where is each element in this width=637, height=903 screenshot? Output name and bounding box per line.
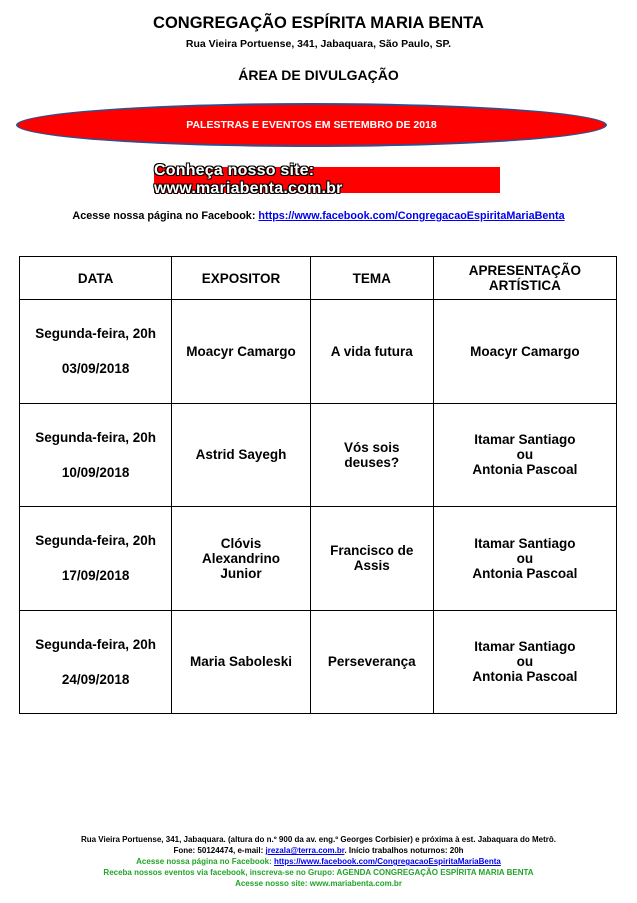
date-cell xyxy=(20,300,172,404)
theme-cell: Perseverança xyxy=(310,610,433,714)
day-text: Segunda-feira, 20h xyxy=(35,636,157,652)
date-text: 10/09/2018 xyxy=(61,464,130,480)
artist-cell xyxy=(433,403,616,507)
table-row xyxy=(20,610,617,714)
footer-phone: Fone: 50124474, e-mail: xyxy=(173,846,266,855)
website-promo xyxy=(154,162,500,197)
area-title: ÁREA DE DIVULGAÇÃO xyxy=(238,67,399,83)
artist-or: ou xyxy=(516,654,534,670)
footer-email-link[interactable]: jrezala@terra.com.br xyxy=(265,846,345,855)
artist-or: ou xyxy=(516,447,534,463)
header-tema: TEMA xyxy=(310,257,433,300)
header-apresentacao xyxy=(433,257,616,300)
artist-2: Antonia Pascoal xyxy=(472,565,578,581)
table-header-row xyxy=(20,257,617,300)
organization-title: CONGREGAÇÃO ESPÍRITA MARIA BENTA xyxy=(153,14,484,32)
day-text: Segunda-feira, 20h xyxy=(35,533,157,549)
website-promo-text: Conheça nosso site: www.mariabenta.com.br xyxy=(154,162,343,197)
date-text: 03/09/2018 xyxy=(61,361,130,377)
header-apresentacao-text: APRESENTAÇÃO ARTÍSTICA xyxy=(468,263,581,293)
speaker-cell: Maria Saboleski xyxy=(172,610,310,714)
events-banner xyxy=(16,103,607,147)
artist-cell xyxy=(433,610,616,714)
footer-group: Receba nossos eventos via facebook, inscreva-se no Grupo: AGENDA CONGREGAÇÃO ESPÍRITA MARIA BENTA xyxy=(103,868,534,877)
table-row xyxy=(20,300,617,404)
events-banner-text: PALESTRAS E EVENTOS EM SETEMBRO DE 2018 xyxy=(186,119,437,131)
organization-address: Rua Vieira Portuense, 341, Jabaquara, São Paulo, SP. xyxy=(185,38,452,50)
artist-1: Moacyr Camargo xyxy=(470,343,580,359)
header-data: DATA xyxy=(20,257,172,300)
date-text: 17/09/2018 xyxy=(61,568,130,584)
date-cell xyxy=(20,507,172,611)
facebook-link[interactable]: https://www.facebook.com/CongregacaoEspiritaMariaBenta xyxy=(258,210,565,222)
footer-facebook-label: Acesse nossa página no Facebook: xyxy=(136,857,274,866)
artist-or: ou xyxy=(516,550,534,566)
artist-cell xyxy=(433,507,616,611)
footer-site: Acesse nosso site: www.mariabenta.com.br xyxy=(235,879,402,888)
day-text: Segunda-feira, 20h xyxy=(35,429,157,445)
footer-contact xyxy=(0,845,637,856)
artist-1: Itamar Santiago xyxy=(474,535,576,551)
artist-1: Itamar Santiago xyxy=(474,639,576,655)
events-table xyxy=(19,256,617,714)
theme-cell: Vós sois deuses? xyxy=(310,403,433,507)
speaker-cell: Moacyr Camargo xyxy=(172,300,310,404)
speaker-cell xyxy=(172,507,310,611)
artist-2: Antonia Pascoal xyxy=(472,669,578,685)
date-text: 24/09/2018 xyxy=(61,671,130,687)
facebook-label: Acesse nossa página no Facebook: xyxy=(72,210,259,222)
footer-hours: . Início trabalhos noturnos: 20h xyxy=(344,846,464,855)
date-cell xyxy=(20,403,172,507)
speaker-cell: Astrid Sayegh xyxy=(172,403,310,507)
artist-2: Antonia Pascoal xyxy=(472,462,578,478)
header-expositor: EXPOSITOR xyxy=(172,257,310,300)
day-text: Segunda-feira, 20h xyxy=(35,326,157,342)
footer-facebook xyxy=(0,856,637,867)
date-cell xyxy=(20,610,172,714)
footer xyxy=(0,834,637,889)
footer-address: Rua Vieira Portuense, 341, Jabaquara. (altura do n.º 900 da av. eng.º Georges Corbisier) e próxima à est. Jabaquara do Metrô. xyxy=(80,835,557,844)
artist-cell xyxy=(433,300,616,404)
theme-cell xyxy=(310,507,433,611)
theme-text: Francisco de Assis xyxy=(330,543,414,574)
footer-facebook-link[interactable]: https://www.facebook.com/CongregacaoEspiritaMariaBenta xyxy=(273,857,501,866)
table-row xyxy=(20,507,617,611)
theme-cell: A vida futura xyxy=(310,300,433,404)
speaker-text: Clóvis Alexandrino Junior xyxy=(201,535,280,581)
table-row xyxy=(20,403,617,507)
artist-1: Itamar Santiago xyxy=(474,432,576,448)
facebook-line xyxy=(0,210,637,222)
